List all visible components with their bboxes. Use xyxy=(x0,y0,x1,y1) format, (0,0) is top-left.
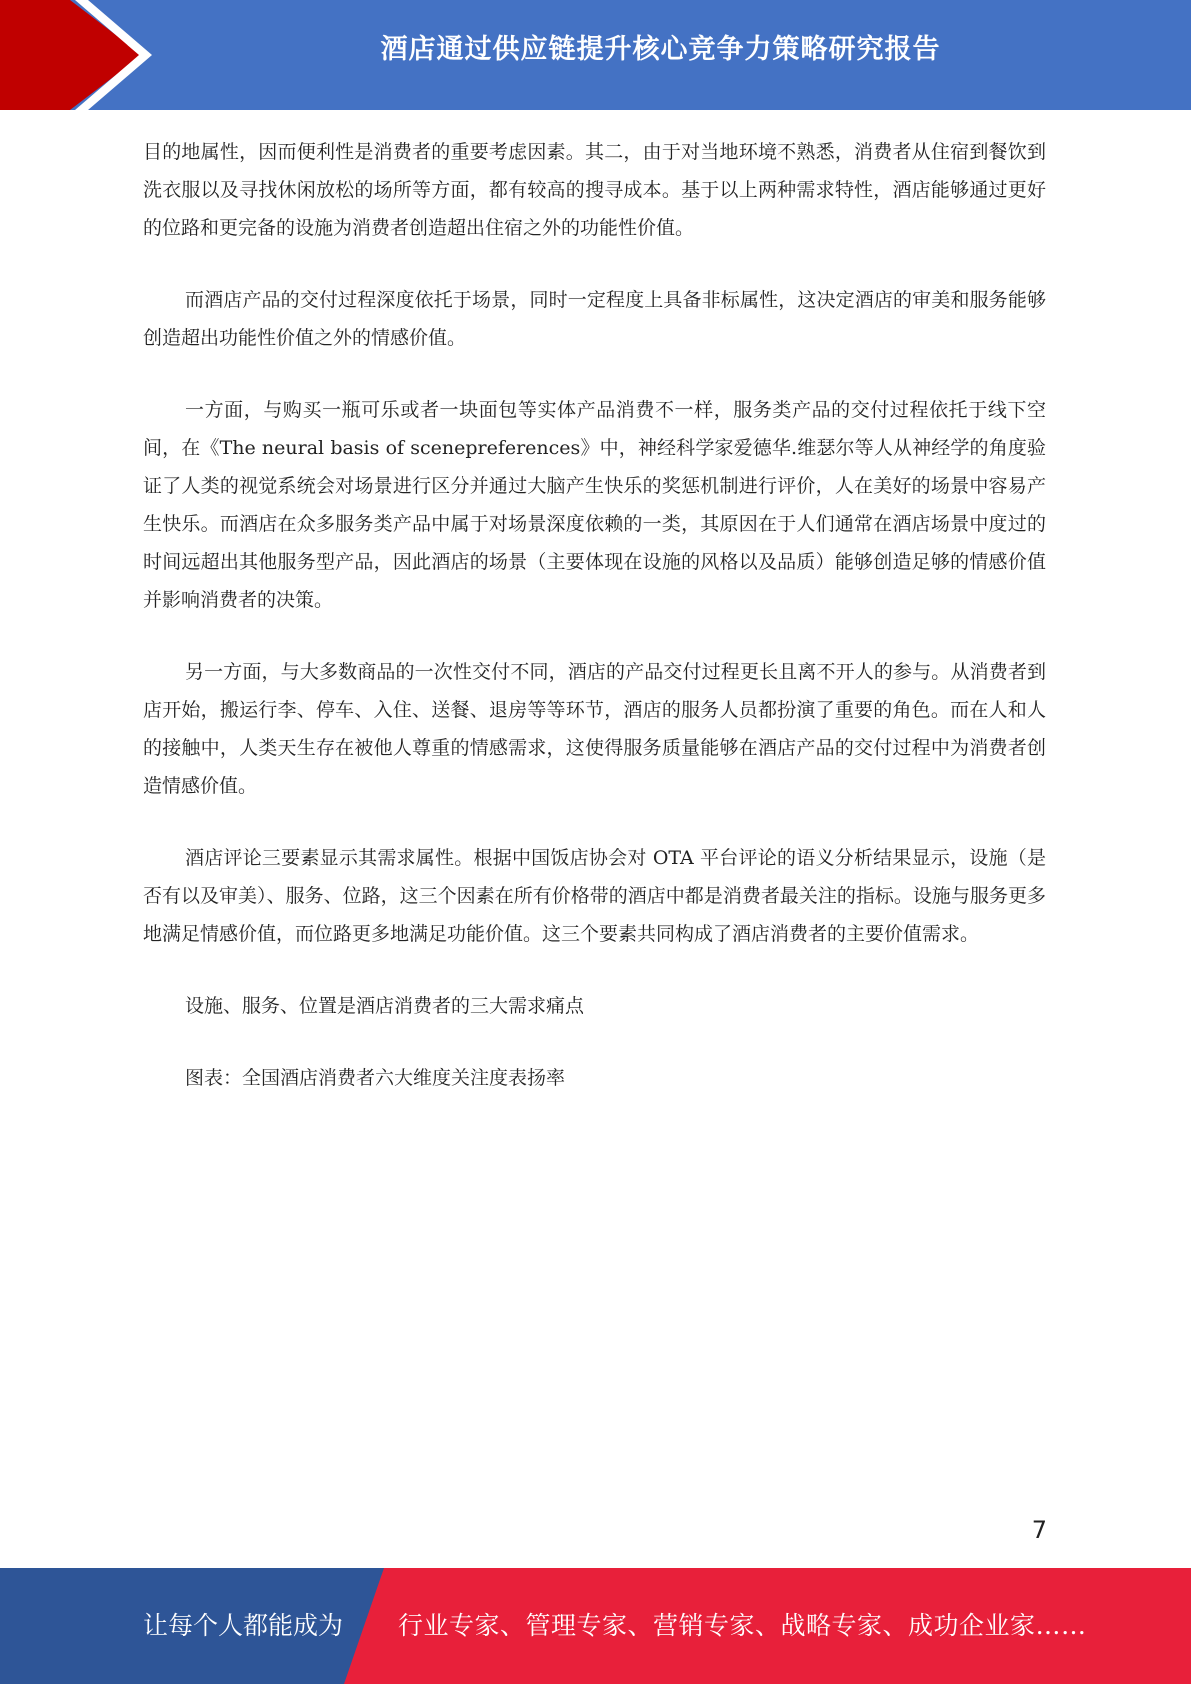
page-number: 7 xyxy=(1031,1516,1047,1544)
page-footer xyxy=(0,1568,1191,1684)
header-arrow-decoration xyxy=(0,0,160,110)
paragraph-2: 而酒店产品的交付过程深度依托于场景，同时一定程度上具备非标属性，这决定酒店的审美和服务能够创造超出功能性价值之外的情感价值。 xyxy=(143,289,1046,349)
paragraph-5: 酒店评论三要素显示其需求属性。根据中国饭店协会对 OTA 平台评论的语义分析结果显示，设施（是否有以及审美）、服务、位路，这三个因素在所有价格带的酒店中都是消费者最关注的指标。设施与服务更多地满足情感价值，而位路更多地满足功能价值。这三个要素共同构成了酒店消费者的主要价值需求。 xyxy=(143,847,1046,945)
paragraph-3: 一方面，与购买一瓶可乐或者一块面包等实体产品消费不一样，服务类产品的交付过程依托于线下空间，在《The neural basis of scenepreferences》中，神经科学家爱德华.维瑟尔等人从神经学的角度验证了人类的视觉系统会对场景进行区分并通过大脑产生快乐的奖惩机制进行评价，人在美好的场景中容易产生快乐。而酒店在众多服务类产品中属于对场景深度依赖的一类，其原因在于人们通常在酒店场景中度过的时间远超出其他服务型产品，因此酒店的场景（主要体现在设施的风格以及品质）能够创造足够的情感价值并影响消费者的决策。 xyxy=(143,399,1046,611)
page-header xyxy=(0,0,1191,110)
paragraph-4: 另一方面，与大多数商品的一次性交付不同，酒店的产品交付过程更长且离不开人的参与。从消费者到店开始，搬运行李、停车、入住、送餐、退房等等环节，酒店的服务人员都扮演了重要的角色。而在人和人的接触中，人类天生存在被他人尊重的情感需求，这使得服务质量能够在酒店产品的交付过程中为消费者创造情感价值。 xyxy=(143,661,1046,797)
paragraph-1: 目的地属性，因而便利性是消费者的重要考虑因素。其二，由于对当地环境不熟悉，消费者从住宿到餐饮到洗衣服以及寻找休闲放松的场所等方面，都有较高的搜寻成本。基于以上两种需求特性，酒店能够通过更好的位路和更完备的设施为消费者创造超出住宿之外的功能性价值。 xyxy=(143,141,1046,239)
document-title: 酒店通过供应链提升核心竞争力策略研究报告 xyxy=(380,34,941,65)
figure-caption: 图表：全国酒店消费者六大维度关注度表扬率 xyxy=(185,1067,566,1089)
footer-slogan-right: 行业专家、管理专家、营销专家、战略专家、成功企业家…… xyxy=(398,1611,1087,1640)
footer-slogan-left: 让每个人都能成为 xyxy=(143,1611,344,1640)
section-heading: 设施、服务、位置是酒店消费者的三大需求痛点 xyxy=(185,995,585,1017)
document-body xyxy=(143,133,1046,1131)
